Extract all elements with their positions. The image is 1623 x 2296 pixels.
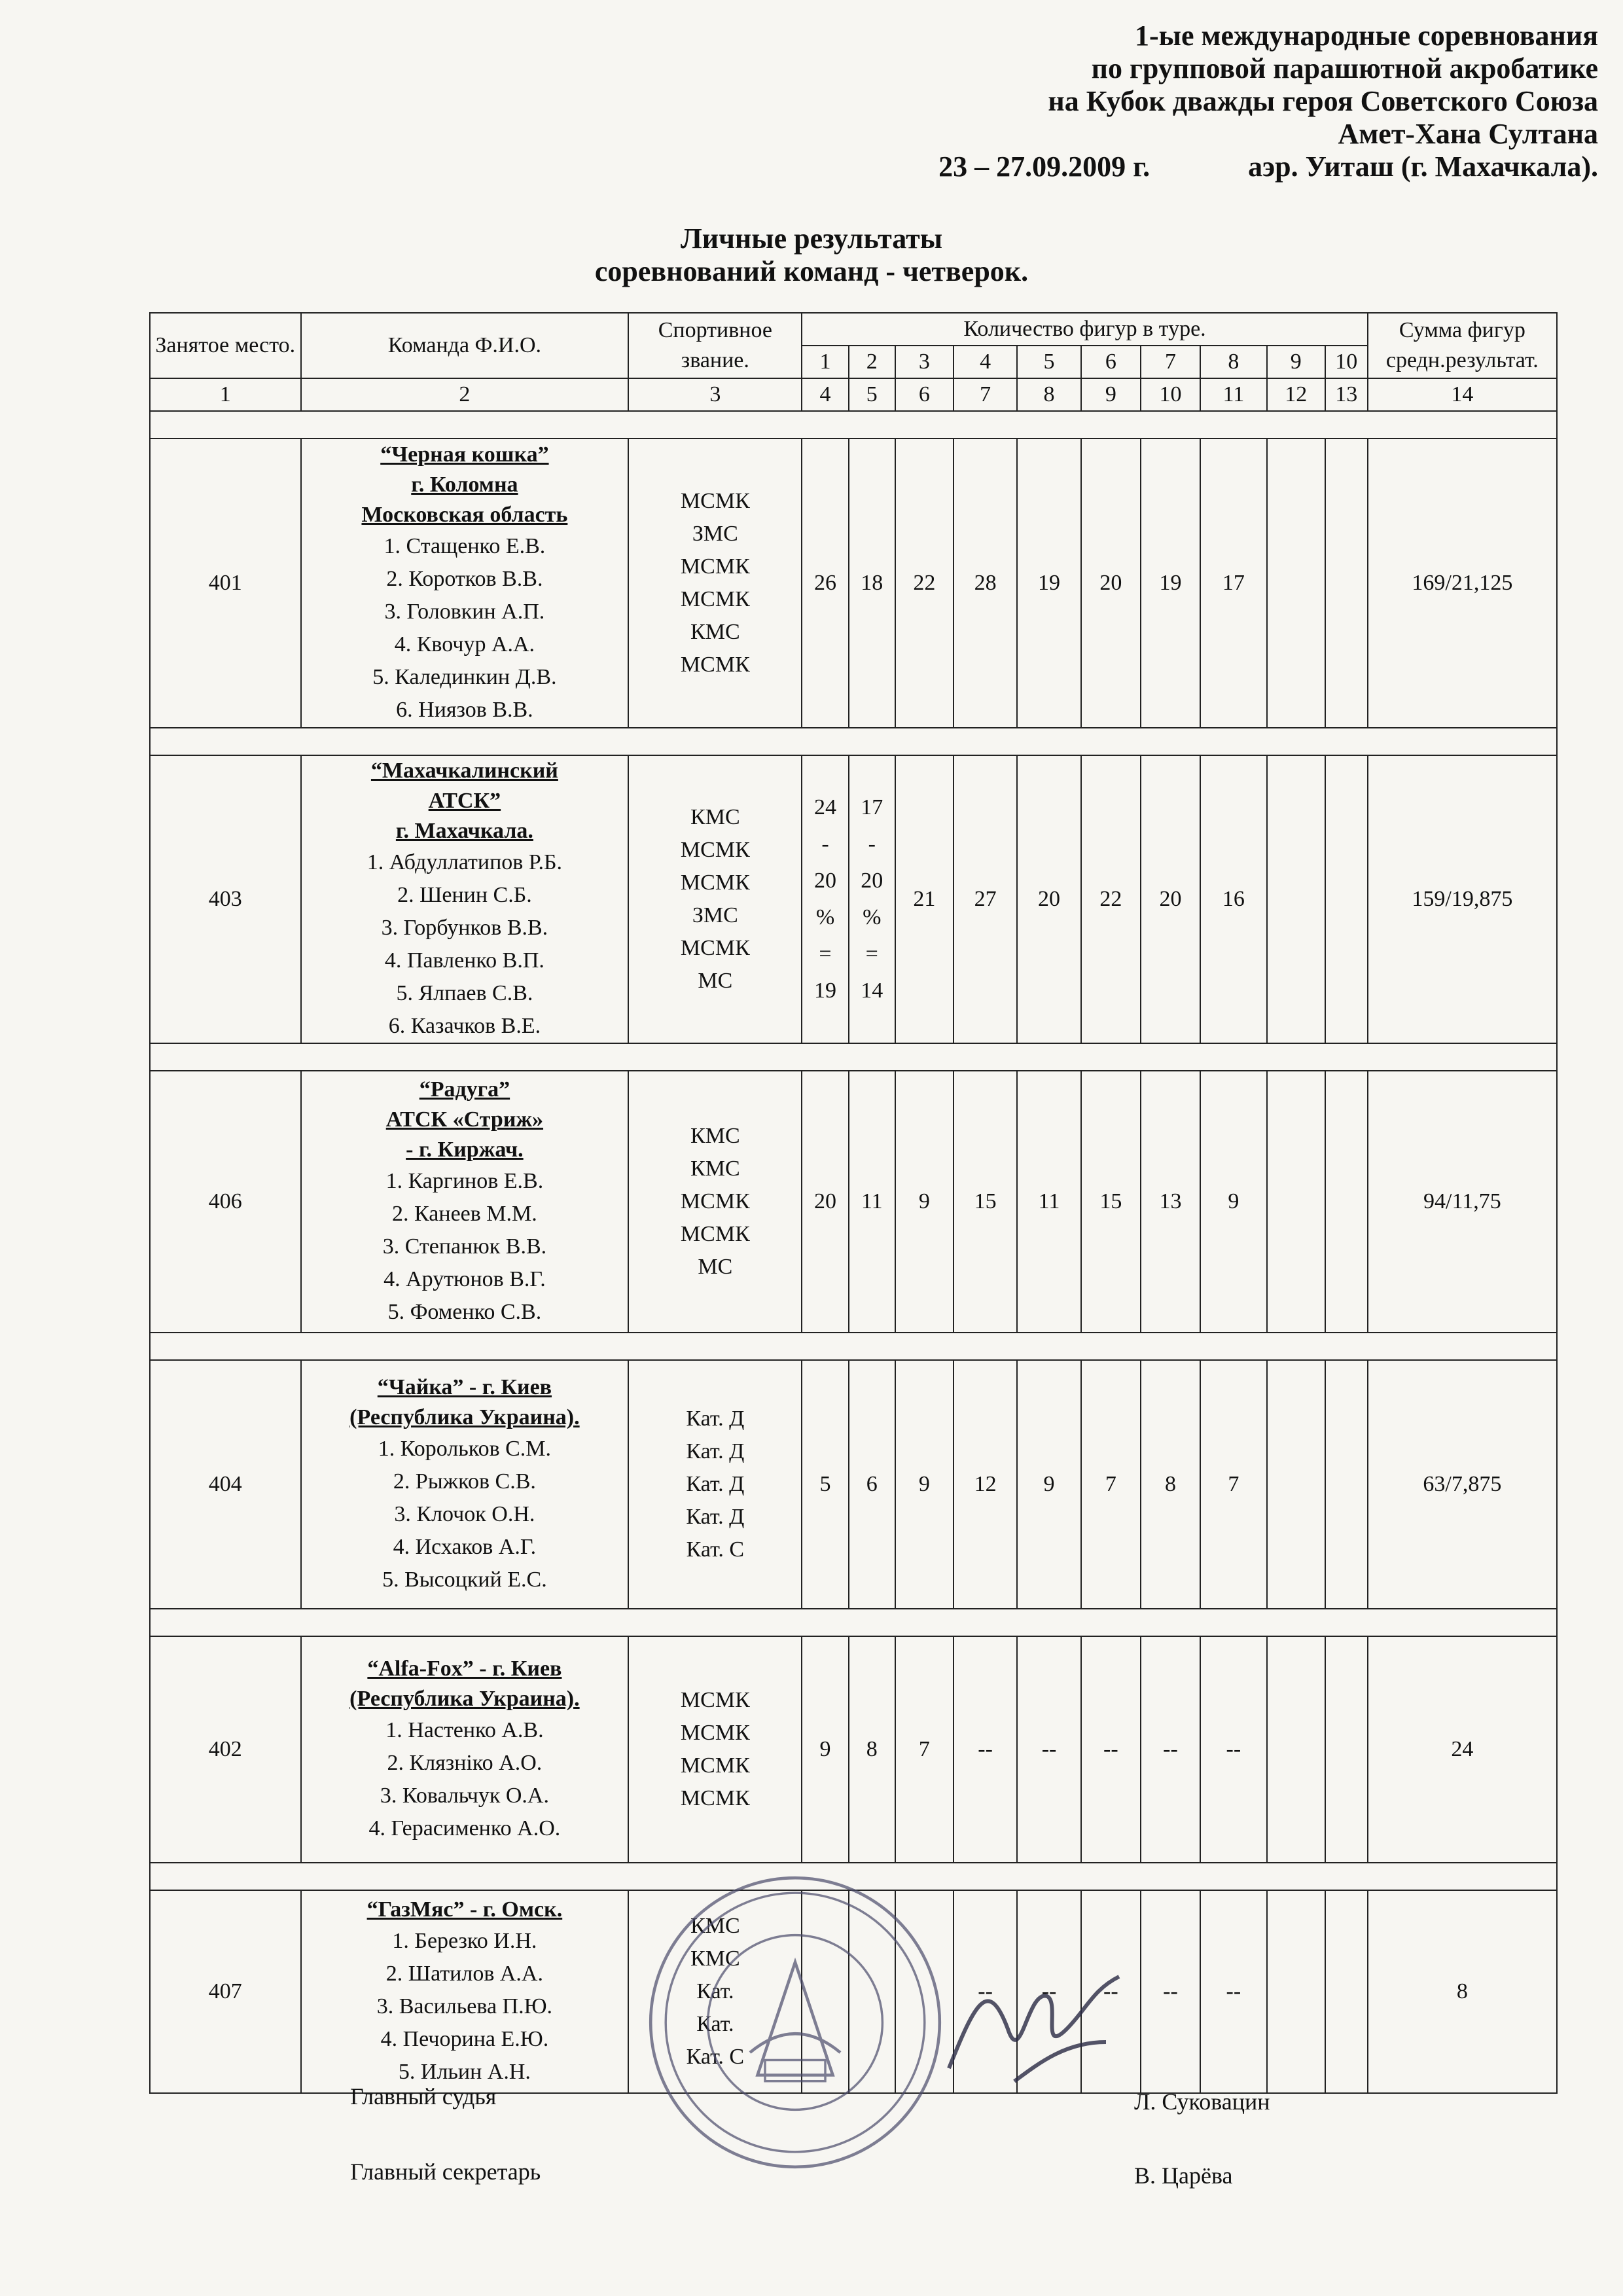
score-cell: 28 bbox=[954, 439, 1017, 728]
column-number: 1 bbox=[150, 378, 301, 411]
spacer-cell bbox=[150, 1609, 1557, 1636]
team-name: “Радуга” bbox=[419, 1077, 510, 1102]
round-header: 10 bbox=[1325, 346, 1368, 378]
member-name: 3. Головкин А.П. bbox=[384, 600, 545, 624]
team-row bbox=[150, 439, 1557, 728]
document-subtitle bbox=[0, 223, 1623, 288]
header-line-2: по групповой парашютной акробатике bbox=[1091, 52, 1598, 84]
place-cell: 401 bbox=[150, 439, 301, 728]
place-cell: 404 bbox=[150, 1360, 301, 1609]
chief-judge-label: Главный судья bbox=[350, 2083, 497, 2109]
rank-value: МСМК bbox=[680, 1753, 750, 1778]
rank-value: Кат. Д bbox=[686, 1472, 745, 1496]
score-cell: 5 bbox=[802, 1360, 848, 1609]
score-calc: 20 bbox=[861, 869, 883, 893]
score-cell bbox=[1267, 1890, 1325, 2093]
subtitle-line-2: соревнований команд - четверок. bbox=[594, 255, 1029, 287]
rank-value: Кат. Д bbox=[686, 1505, 745, 1529]
team-name: (Республика Украина). bbox=[349, 1405, 580, 1429]
total-cell: 159/19,875 bbox=[1368, 755, 1557, 1043]
score-calc: 19 bbox=[813, 978, 836, 1003]
score-cell: 7 bbox=[1081, 1360, 1141, 1609]
rank-value: КМС bbox=[690, 1946, 740, 1971]
score-cell: 26 bbox=[802, 439, 848, 728]
score-cell bbox=[1267, 1071, 1325, 1333]
score-calc: = bbox=[865, 942, 878, 966]
member-name: 5. Ялпаев С.В. bbox=[396, 981, 533, 1005]
score-cell bbox=[1325, 1360, 1368, 1609]
score-cell: -- bbox=[954, 1890, 1017, 2093]
column-number: 11 bbox=[1200, 378, 1267, 411]
round-header: 3 bbox=[895, 346, 954, 378]
rank-value: МСМК bbox=[680, 838, 750, 862]
rank-value: МСМК bbox=[680, 1786, 750, 1810]
score-calc: % bbox=[815, 905, 835, 929]
score-cell: 27 bbox=[954, 755, 1017, 1043]
rank-value: МСМК bbox=[680, 936, 750, 960]
score-cell: 15 bbox=[1081, 1071, 1141, 1333]
team-name: г. Коломна bbox=[411, 473, 518, 497]
member-name: 2. Рыжков С.В. bbox=[393, 1469, 536, 1494]
rank-value: КМС bbox=[690, 1157, 740, 1181]
score-calc: - bbox=[868, 832, 876, 856]
score-cell: -- bbox=[1017, 1636, 1080, 1863]
team-name: “Alfa-Fox” - г. Киев bbox=[367, 1657, 562, 1681]
score-calc: - bbox=[821, 832, 829, 856]
score-cell: 7 bbox=[895, 1636, 954, 1863]
rank-value: Кат. bbox=[696, 2012, 734, 2036]
rank-value: МСМК bbox=[680, 554, 750, 579]
header-line-4: Амет-Хана Султана bbox=[1338, 118, 1598, 150]
member-name: 3. Степанюк В.В. bbox=[382, 1234, 547, 1259]
rank-value: Кат. С bbox=[686, 1537, 745, 1562]
spacer-row bbox=[150, 728, 1557, 755]
spacer-cell bbox=[150, 1333, 1557, 1360]
subtitle-line-1: Личные результаты bbox=[680, 223, 943, 255]
member-name: 5. Фоменко С.В. bbox=[387, 1300, 542, 1324]
score-cell: 9 bbox=[1200, 1071, 1267, 1333]
place-cell: 407 bbox=[150, 1890, 301, 2093]
header-row bbox=[150, 313, 1557, 346]
member-name: 5. Высоцкий Е.С. bbox=[382, 1568, 547, 1592]
rank-value: ЗМС bbox=[692, 522, 738, 546]
rank-value: Кат. Д bbox=[686, 1439, 745, 1463]
column-number: 4 bbox=[802, 378, 848, 411]
rank-value: КМС bbox=[690, 805, 740, 829]
spacer-row bbox=[150, 411, 1557, 439]
score-cell: 19 bbox=[1141, 439, 1200, 728]
team-row bbox=[150, 1071, 1557, 1333]
member-name: 5. Ильин А.Н. bbox=[398, 2060, 531, 2084]
member-name: 3. Клочок О.Н. bbox=[394, 1502, 535, 1526]
member-name: 3. Васильева П.Ю. bbox=[376, 1994, 553, 2018]
score-cell: 6 bbox=[849, 1360, 895, 1609]
member-name: 4. Квочур А.А. bbox=[394, 632, 535, 656]
member-name: 2. Клязніко А.О. bbox=[387, 1751, 543, 1775]
team-name: (Республика Украина). bbox=[349, 1687, 580, 1711]
place-cell: 406 bbox=[150, 1071, 301, 1333]
score-cell: -- bbox=[1017, 1890, 1080, 2093]
round-header: 1 bbox=[802, 346, 848, 378]
team-name: “Махачкалинский bbox=[370, 759, 558, 783]
member-name: 2. Шенин С.Б. bbox=[397, 883, 532, 907]
rank-value: МСМК bbox=[680, 587, 750, 611]
round-header: 8 bbox=[1200, 346, 1267, 378]
score-cell: 13 bbox=[1141, 1071, 1200, 1333]
score-calc: 24 bbox=[813, 795, 836, 819]
team-name: “ГазМяс” - г. Омск. bbox=[366, 1897, 563, 1922]
spacer-row bbox=[150, 1333, 1557, 1360]
col-header-rank: Спортивное звание. bbox=[628, 313, 802, 378]
score-cell bbox=[1325, 1071, 1368, 1333]
score-cell: 7 bbox=[1200, 1360, 1267, 1609]
round-header: 5 bbox=[1017, 346, 1080, 378]
rank-value: МСМК bbox=[680, 1189, 750, 1213]
rank-value: КМС bbox=[690, 620, 740, 644]
column-number-row bbox=[150, 378, 1557, 411]
rank-cell bbox=[628, 1071, 802, 1333]
spacer-cell bbox=[150, 411, 1557, 439]
signature bbox=[936, 1950, 1132, 2108]
team-name: АТСК «Стриж» bbox=[385, 1107, 544, 1132]
column-number: 6 bbox=[895, 378, 954, 411]
rank-value: ЗМС bbox=[692, 903, 738, 927]
score-cell: 17 bbox=[1200, 439, 1267, 728]
score-cell: 11 bbox=[849, 1071, 895, 1333]
team-cell bbox=[301, 439, 629, 728]
score-cell: 22 bbox=[895, 439, 954, 728]
team-cell bbox=[301, 1890, 629, 2093]
score-cell: -- bbox=[1200, 1636, 1267, 1863]
score-cell: 20 bbox=[1017, 755, 1080, 1043]
member-name: 1. Абдуллатипов Р.Б. bbox=[366, 850, 563, 874]
rank-value: Кат. С bbox=[686, 2045, 745, 2069]
member-name: 4. Арутюнов В.Г. bbox=[383, 1267, 546, 1291]
score-cell: -- bbox=[1081, 1890, 1141, 2093]
score-calc: 14 bbox=[861, 978, 883, 1003]
chief-secretary-label: Главный секретарь bbox=[350, 2159, 541, 2185]
member-name: 1. Каргинов Е.В. bbox=[385, 1169, 544, 1193]
member-name: 4. Печорина Е.Ю. bbox=[380, 2027, 549, 2051]
results-table bbox=[149, 312, 1558, 2094]
rank-value: КМС bbox=[690, 1914, 740, 1938]
chief-judge-name: Л. Суковацин bbox=[1134, 2089, 1270, 2115]
score-cell: 20 bbox=[802, 1071, 848, 1333]
column-number: 2 bbox=[301, 378, 629, 411]
score-cell bbox=[1325, 439, 1368, 728]
score-cell bbox=[1325, 755, 1368, 1043]
score-cell bbox=[1267, 439, 1325, 728]
rank-value: Кат. Д bbox=[686, 1407, 745, 1431]
score-calc: = bbox=[819, 942, 832, 966]
team-name: - г. Киржач. bbox=[406, 1138, 524, 1162]
rank-value: МСМК bbox=[680, 870, 750, 895]
column-number: 5 bbox=[849, 378, 895, 411]
score-calc: % bbox=[863, 905, 882, 929]
score-cell: -- bbox=[1141, 1890, 1200, 2093]
total-cell: 8 bbox=[1368, 1890, 1557, 2093]
spacer-cell bbox=[150, 728, 1557, 755]
place-cell: 402 bbox=[150, 1636, 301, 1863]
member-name: 1. Березко И.Н. bbox=[392, 1929, 537, 1953]
total-cell: 24 bbox=[1368, 1636, 1557, 1863]
total-cell: 63/7,875 bbox=[1368, 1360, 1557, 1609]
score-cell: -- bbox=[1200, 1890, 1267, 2093]
member-name: 4. Герасименко А.О. bbox=[368, 1816, 561, 1840]
column-number: 12 bbox=[1267, 378, 1325, 411]
score-cell: 9 bbox=[895, 1360, 954, 1609]
header-place: аэр. Уиташ (г. Махачкала). bbox=[1248, 151, 1598, 183]
score-cell: 20 bbox=[1081, 439, 1141, 728]
round-header: 2 bbox=[849, 346, 895, 378]
member-name: 6. Казачков В.Е. bbox=[388, 1014, 541, 1038]
header-line-1: 1-ые международные соревнования bbox=[1134, 20, 1598, 52]
column-number: 7 bbox=[954, 378, 1017, 411]
score-cell: -- bbox=[954, 1636, 1017, 1863]
member-name: 2. Коротков В.В. bbox=[386, 567, 543, 591]
score-cell: 8 bbox=[849, 1636, 895, 1863]
rank-value: МСМК bbox=[680, 1222, 750, 1246]
rank-cell bbox=[628, 439, 802, 728]
member-name: 2. Шатилов А.А. bbox=[385, 1962, 543, 1986]
member-name: 6. Ниязов В.В. bbox=[396, 698, 533, 722]
member-name: 3. Горбунков В.В. bbox=[381, 916, 548, 940]
score-cell: -- bbox=[1081, 1636, 1141, 1863]
column-number: 3 bbox=[628, 378, 802, 411]
column-number: 13 bbox=[1325, 378, 1368, 411]
member-name: 2. Канеев М.М. bbox=[392, 1202, 537, 1226]
score-cell bbox=[1267, 755, 1325, 1043]
place-cell: 403 bbox=[150, 755, 301, 1043]
official-stamp bbox=[645, 1872, 946, 2173]
column-number: 14 bbox=[1368, 378, 1557, 411]
rank-cell bbox=[628, 1636, 802, 1863]
rank-value: МСМК bbox=[680, 653, 750, 677]
header-date-place bbox=[813, 151, 1598, 183]
rank-value: МСМК bbox=[680, 1721, 750, 1745]
score-cell: 20 bbox=[1141, 755, 1200, 1043]
score-cell: 8 bbox=[1141, 1360, 1200, 1609]
chief-secretary-name: В. Царёва bbox=[1134, 2162, 1233, 2189]
score-cell: 22 bbox=[1081, 755, 1141, 1043]
score-cell bbox=[1325, 1636, 1368, 1863]
score-cell: 12 bbox=[954, 1360, 1017, 1609]
team-name: “Черная кошка” bbox=[380, 442, 549, 467]
col-header-sum: Сумма фигур средн.результат. bbox=[1368, 313, 1557, 378]
score-cell: 21 bbox=[895, 755, 954, 1043]
score-cell bbox=[1267, 1636, 1325, 1863]
col-header-place: Занятое место. bbox=[150, 313, 301, 378]
column-number: 8 bbox=[1017, 378, 1080, 411]
score-cell: 9 bbox=[802, 1636, 848, 1863]
spacer-cell bbox=[150, 1043, 1557, 1071]
team-cell bbox=[301, 1071, 629, 1333]
spacer-row bbox=[150, 1043, 1557, 1071]
rank-value: МСМК bbox=[680, 489, 750, 513]
score-cell: 19 bbox=[1017, 439, 1080, 728]
score-cell: 15 bbox=[954, 1071, 1017, 1333]
score-calc: 20 bbox=[813, 869, 836, 893]
rank-value: КМС bbox=[690, 1124, 740, 1148]
round-header: 4 bbox=[954, 346, 1017, 378]
header-dates: 23 – 27.09.2009 г. bbox=[938, 151, 1150, 183]
total-cell: 94/11,75 bbox=[1368, 1071, 1557, 1333]
rank-value: МСМК bbox=[680, 1688, 750, 1712]
col-header-team: Команда Ф.И.О. bbox=[301, 313, 629, 378]
column-number: 9 bbox=[1081, 378, 1141, 411]
team-cell bbox=[301, 1636, 629, 1863]
score-cell bbox=[1325, 1890, 1368, 2093]
team-row bbox=[150, 755, 1557, 1043]
score-cell: 11 bbox=[1017, 1071, 1080, 1333]
score-calc: 17 bbox=[861, 795, 883, 819]
document-header bbox=[813, 20, 1598, 183]
rank-cell bbox=[628, 1360, 802, 1609]
score-cell bbox=[1267, 1360, 1325, 1609]
header-line-3: на Кубок дважды героя Советского Союза bbox=[1048, 85, 1598, 117]
column-number: 10 bbox=[1141, 378, 1200, 411]
team-cell bbox=[301, 1360, 629, 1609]
team-name: АТСК” bbox=[428, 789, 501, 813]
spacer-row bbox=[150, 1609, 1557, 1636]
score-cell: 9 bbox=[1017, 1360, 1080, 1609]
member-name: 5. Калединкин Д.В. bbox=[372, 665, 557, 689]
team-row bbox=[150, 1360, 1557, 1609]
round-header: 6 bbox=[1081, 346, 1141, 378]
score-cell: 9 bbox=[895, 1071, 954, 1333]
rank-value: Кат. bbox=[696, 1979, 734, 2003]
rank-cell bbox=[628, 755, 802, 1043]
member-name: 3. Ковальчук О.А. bbox=[380, 1784, 549, 1808]
member-name: 1. Настенко А.В. bbox=[385, 1718, 544, 1742]
member-name: 4. Исхаков А.Г. bbox=[393, 1535, 537, 1559]
team-name: Московская область bbox=[361, 503, 568, 527]
team-name: г. Махачкала. bbox=[395, 819, 533, 843]
round-header: 7 bbox=[1141, 346, 1200, 378]
team-name: “Чайка” - г. Киев bbox=[377, 1375, 552, 1399]
rank-value: МС bbox=[698, 969, 733, 993]
member-name: 1. Корольков С.М. bbox=[378, 1437, 552, 1461]
member-name: 4. Павленко В.П. bbox=[384, 948, 544, 973]
col-header-figures: Количество фигур в туре. bbox=[802, 313, 1367, 346]
rank-value: МС bbox=[698, 1255, 733, 1279]
total-cell: 169/21,125 bbox=[1368, 439, 1557, 728]
score-cell: 16 bbox=[1200, 755, 1267, 1043]
score-cell: -- bbox=[1141, 1636, 1200, 1863]
team-row bbox=[150, 1636, 1557, 1863]
round-header: 9 bbox=[1267, 346, 1325, 378]
score-cell: 18 bbox=[849, 439, 895, 728]
score-cell bbox=[849, 755, 895, 1043]
team-cell bbox=[301, 755, 629, 1043]
member-name: 1. Стащенко Е.В. bbox=[383, 534, 546, 558]
score-cell bbox=[802, 755, 848, 1043]
